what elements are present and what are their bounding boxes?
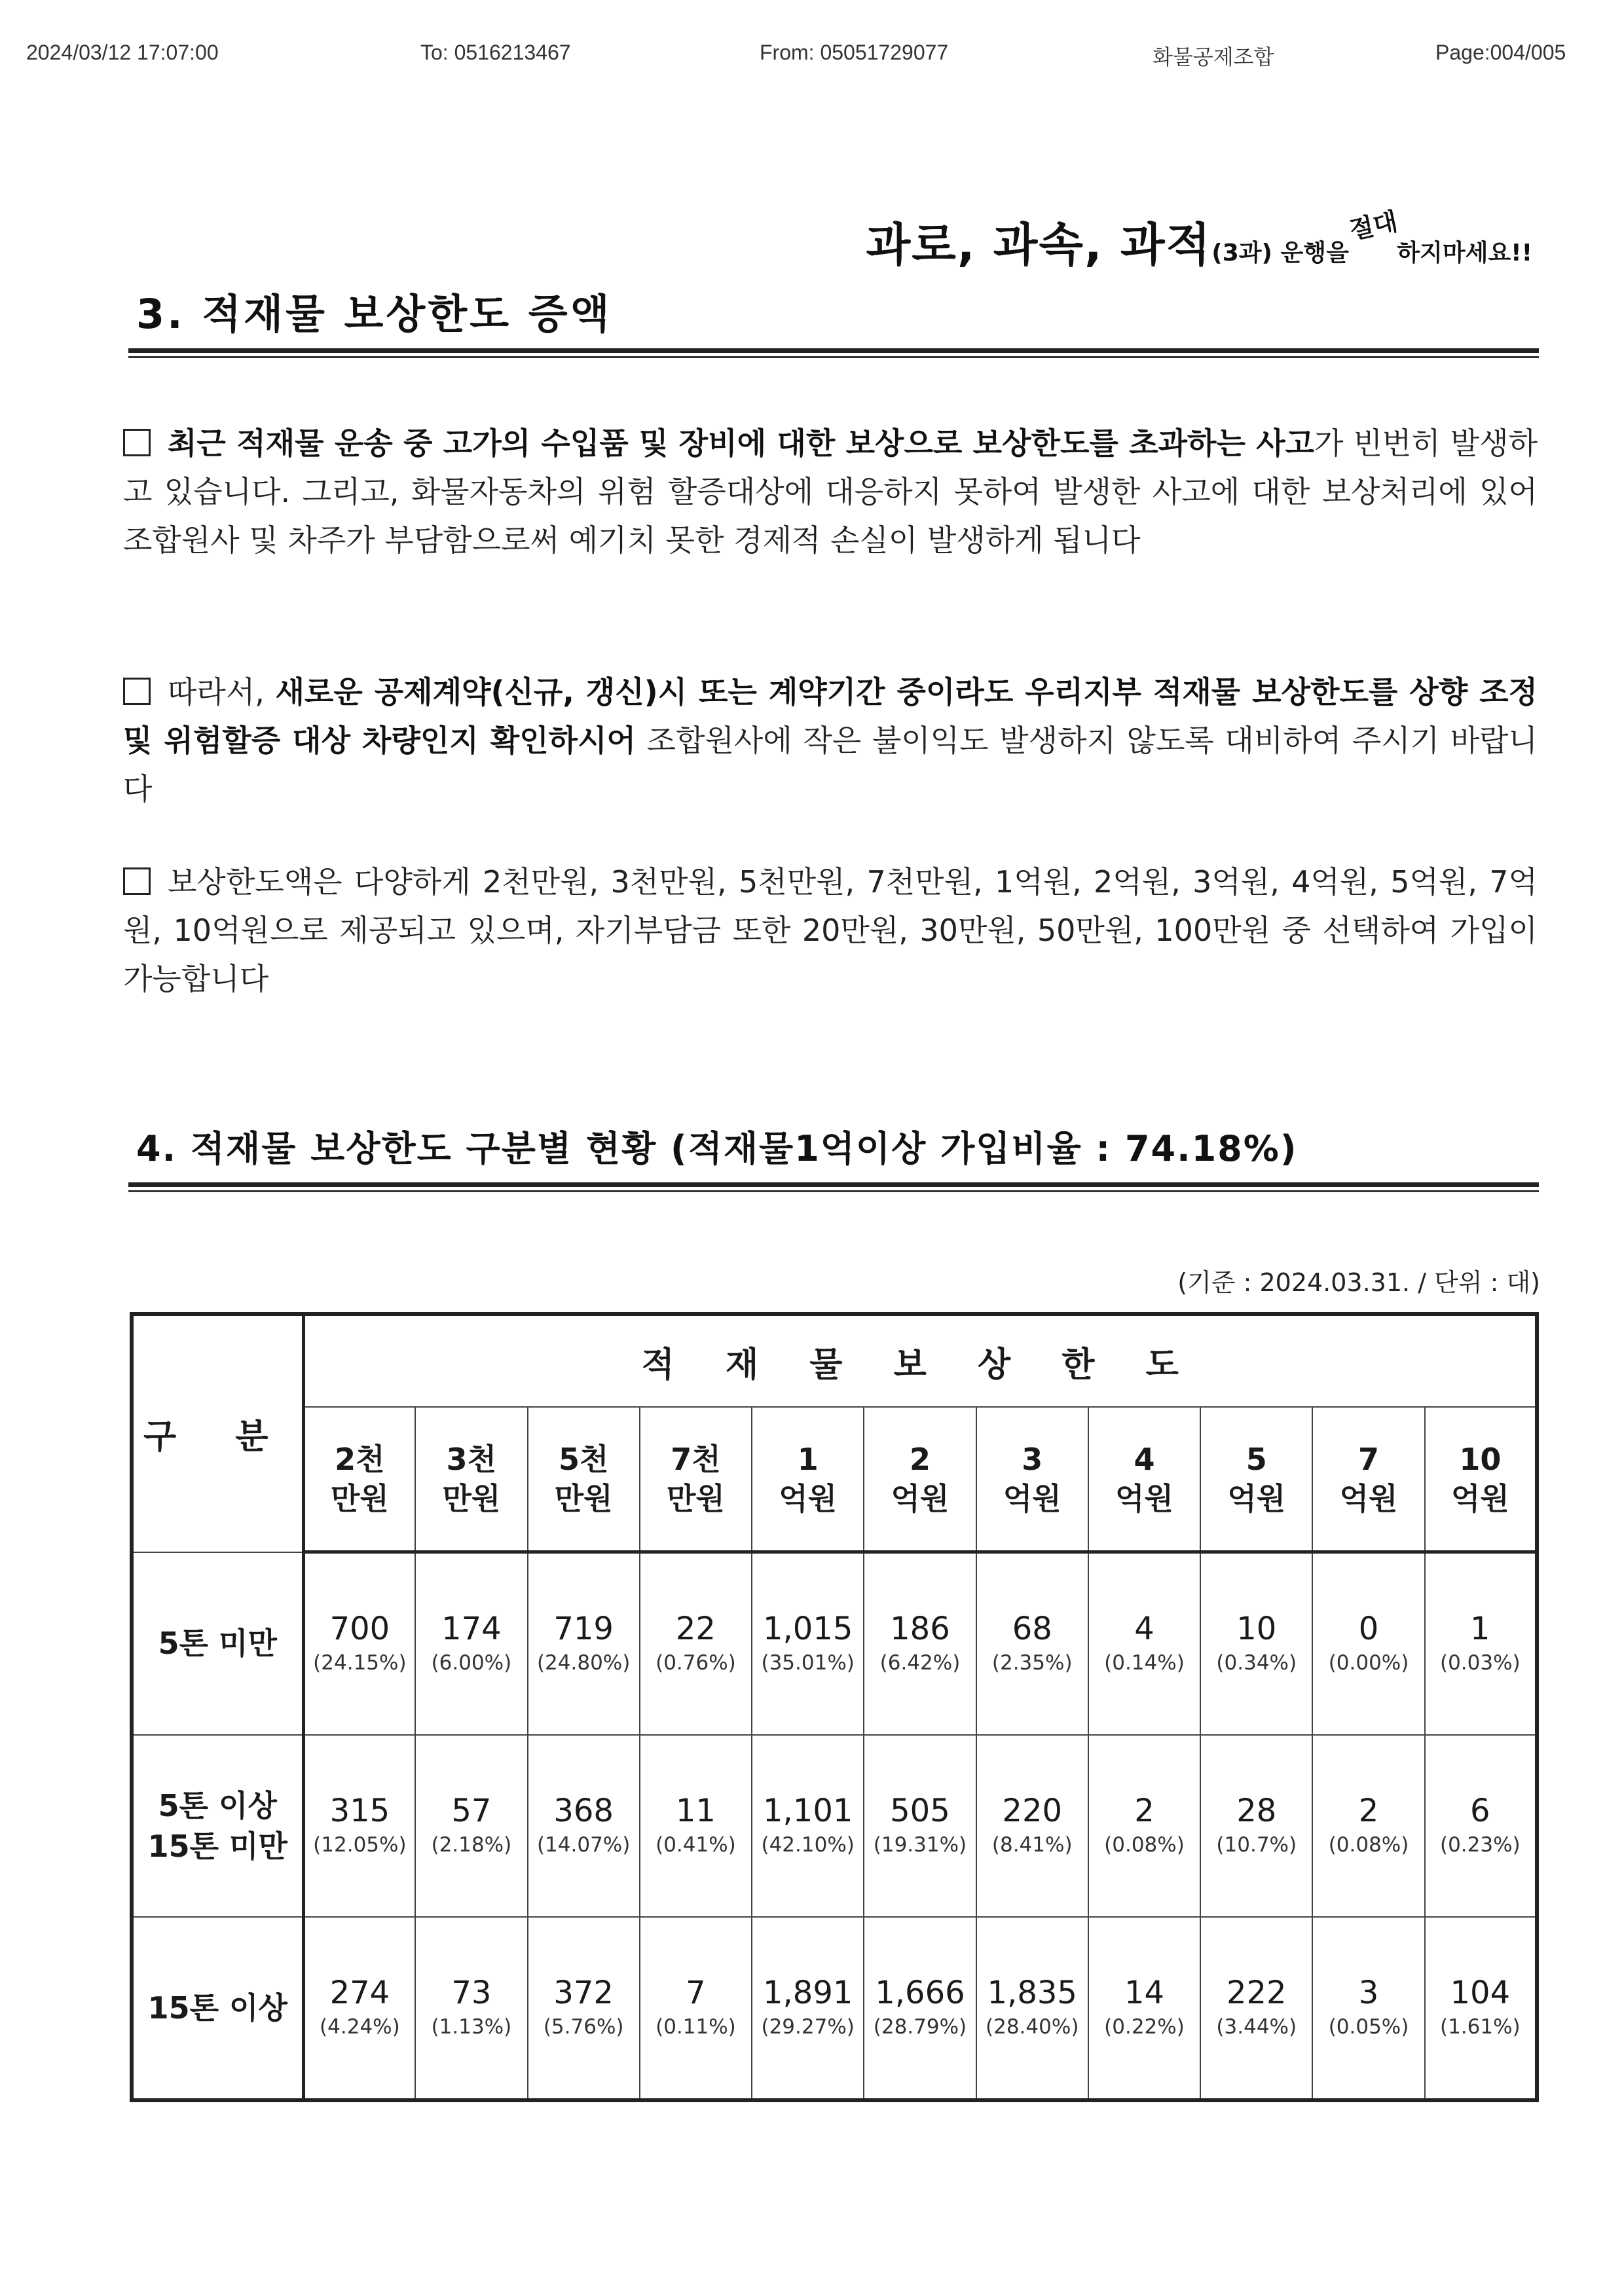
slogan-paren: (3과) [1211,240,1272,266]
cell-percentage: (0.11%) [655,2015,736,2039]
section-3-paragraph-2 [123,668,1538,813]
column-header-unit: 만원 [442,1481,501,1516]
cell-count: 220 [1002,1793,1063,1829]
coverage-limit-column-header [976,1407,1088,1552]
table-cell [752,1735,864,1917]
table-cell [976,1917,1088,2100]
cell-count: 505 [890,1793,950,1829]
cell-count: 3 [1358,1975,1379,2011]
table-cell [528,1552,640,1736]
cell-count: 719 [553,1611,614,1647]
cell-count: 22 [675,1611,716,1647]
cell-percentage: (6.42%) [879,1651,961,1675]
fax-page-number: Page:004/005 [1435,41,1566,64]
cell-count: 700 [329,1611,390,1647]
cell-count: 1,891 [762,1975,853,2011]
slogan-end: 하지마세요!! [1397,240,1532,266]
cell-count: 222 [1226,1975,1287,2011]
column-header-unit: 억원 [1003,1481,1061,1516]
cell-percentage: (24.15%) [313,1651,407,1675]
column-header-amount: 1 [797,1442,819,1477]
table-cell [415,1917,527,2100]
coverage-limit-column-header [415,1407,527,1552]
cell-count: 0 [1358,1611,1379,1647]
cell-count: 1,835 [987,1975,1077,2011]
column-header-amount: 5천 [558,1442,609,1477]
cell-count: 7 [686,1975,706,2011]
cell-percentage: (8.41%) [991,1833,1073,1857]
p2-bold: 새로운 공제계약(신규, 갱신)시 또는 계약기간 중이라도 우리지부 적재물 보상한도를 상향 조정 및 위험할증 대상 차량인지 확인하시어 [123,674,1538,758]
checkbox-square-icon [123,867,151,895]
table-cell [976,1552,1088,1736]
cell-percentage: (2.18%) [431,1833,512,1857]
table-cell [1200,1917,1312,2100]
section-4-divider [128,1182,1539,1192]
fax-sender: From: 05051729077 [760,41,949,64]
cell-count: 14 [1124,1975,1165,2011]
table-cell [752,1917,864,2100]
cell-percentage: (14.07%) [536,1833,631,1857]
row-label-line: 15톤 이상 [147,1990,287,2026]
column-header-amount: 4 [1134,1442,1155,1477]
cell-percentage: (29.27%) [761,2015,855,2039]
column-header-amount: 2천 [335,1442,385,1477]
table-cell [303,1735,415,1917]
row-label [132,1917,303,2100]
table-cell [1088,1735,1200,1917]
cell-percentage: (0.05%) [1328,2015,1409,2039]
cell-count: 1,666 [875,1975,965,2011]
fax-recipient: To: 0516213467 [420,41,571,64]
column-header-unit: 억원 [1450,1481,1509,1516]
cell-count: 68 [1012,1611,1052,1647]
cell-count: 1 [1470,1611,1490,1647]
row-label-line: 5톤 미만 [158,1626,277,1662]
fax-header [0,41,1624,73]
checkbox-square-icon [123,429,151,456]
p2-lead: 따라서, [168,674,276,710]
table-cell [1425,1735,1537,1917]
table-cell [864,1552,976,1736]
column-header-amount: 7 [1358,1442,1380,1477]
row-label-line: 15톤 미만 [147,1829,287,1864]
column-header-unit: 만원 [666,1481,725,1516]
column-header-unit: 만원 [330,1481,389,1516]
cell-percentage: (28.79%) [873,2015,967,2039]
table-cell [1425,1552,1537,1736]
table-cell [303,1917,415,2100]
checkbox-square-icon [123,678,151,705]
table-cell [415,1735,527,1917]
table-cell [1312,1917,1424,2100]
column-header-unit: 억원 [1339,1481,1398,1516]
column-header-amount: 7천 [671,1442,721,1477]
column-header-amount: 10 [1459,1442,1502,1477]
p1-text: 가 빈번히 발생하고 있습니다. 그리고, 화물자동차의 위험 할증대상에 대응하지 못하여 발생한 사고에 대한 보상처리에 있어 조합원사 및 차주가 부담함으로써 예기치 못한 경제적 손실이 발생하게 됩니다 [123,426,1538,558]
category-header: 구 분 [132,1314,303,1552]
cell-count: 186 [890,1611,950,1647]
column-header-unit: 만원 [554,1481,613,1516]
cell-percentage: (28.40%) [986,2015,1079,2039]
cell-percentage: (1.61%) [1439,2015,1521,2039]
coverage-statistics-table [130,1312,1539,2102]
coverage-limit-column-header [752,1407,864,1552]
table-cell [1312,1552,1424,1736]
fax-datetime: 2024/03/12 17:07:00 [26,41,219,64]
cell-percentage: (3.44%) [1216,2015,1297,2039]
table-cell [1088,1552,1200,1736]
section-4-title: 4. 적재물 보상한도 구분별 현황 (적재물1억이상 가입비율 : 74.18%) [136,1128,1298,1169]
row-label-line: 5톤 이상 [158,1788,277,1823]
cell-count: 11 [675,1793,716,1829]
cell-percentage: (0.14%) [1104,1651,1185,1675]
cell-percentage: (19.31%) [873,1833,967,1857]
cell-percentage: (12.05%) [313,1833,407,1857]
table-header-row-2 [132,1407,1537,1552]
coverage-limit-column-header [1425,1407,1537,1552]
column-header-amount: 3 [1022,1442,1043,1477]
cell-count: 372 [553,1975,614,2011]
column-header-unit: 억원 [779,1481,838,1516]
coverage-limit-column-header [528,1407,640,1552]
cell-count: 368 [553,1793,614,1829]
cell-count: 315 [329,1793,390,1829]
coverage-limit-column-header [1088,1407,1200,1552]
slogan-mark: 절대 [1346,206,1400,246]
coverage-limit-column-header [303,1407,415,1552]
cell-count: 274 [329,1975,390,2011]
cell-count: 57 [451,1793,492,1829]
cell-count: 73 [451,1975,492,2011]
cell-percentage: (5.76%) [543,2015,624,2039]
cell-percentage: (0.41%) [655,1833,736,1857]
cell-count: 10 [1236,1611,1277,1647]
cell-count: 2 [1134,1793,1154,1829]
cell-count: 2 [1358,1793,1379,1829]
cell-count: 4 [1134,1611,1154,1647]
cell-percentage: (6.00%) [431,1651,512,1675]
column-header-amount: 5 [1246,1442,1267,1477]
cell-percentage: (2.35%) [991,1651,1073,1675]
column-header-unit: 억원 [891,1481,950,1516]
table-cell [752,1552,864,1736]
p1-bold: 최근 적재물 운송 중 고가의 수입품 및 장비에 대한 보상으로 보상한도를 초과하는 사고 [168,426,1315,461]
slogan-main: 과로, 과속, 과적 [866,218,1212,272]
cell-percentage: (0.23%) [1439,1833,1521,1857]
cell-percentage: (0.08%) [1104,1833,1185,1857]
table-basis-note: (기준 : 2024.03.31. / 단위 : 대) [1177,1268,1540,1297]
fax-sender-name: 화물공제조합 [1153,45,1274,69]
cell-percentage: (0.00%) [1328,1651,1409,1675]
cell-count: 1,101 [762,1793,853,1829]
section-3-title: 3. 적재물 보상한도 증액 [136,290,612,338]
table-cell [415,1552,527,1736]
row-label [132,1552,303,1736]
table-cell [1088,1917,1200,2100]
table-cell [640,1735,752,1917]
table-cell [864,1735,976,1917]
column-header-unit: 억원 [1227,1481,1286,1516]
cell-percentage: (0.76%) [655,1651,736,1675]
table-cell [864,1917,976,2100]
cell-count: 1,015 [762,1611,853,1647]
cell-percentage: (0.22%) [1104,2015,1185,2039]
section-3-divider [128,348,1539,358]
coverage-limit-group-header: 적 재 물 보 상 한 도 [303,1314,1537,1407]
p2-text: 조합원사에 작은 불이익도 발생하지 않도록 대비하여 주시기 바랍니다 [123,723,1538,807]
table-cell [528,1917,640,2100]
cell-count: 28 [1236,1793,1277,1829]
coverage-limit-column-header [864,1407,976,1552]
cell-percentage: (4.24%) [320,2015,400,2039]
column-header-amount: 3천 [446,1442,497,1477]
cell-count: 174 [441,1611,502,1647]
coverage-limit-column-header [1312,1407,1424,1552]
safety-slogan [866,208,1532,274]
table-cell [640,1917,752,2100]
row-label [132,1735,303,1917]
table-cell [1200,1552,1312,1736]
column-header-unit: 억원 [1115,1481,1173,1516]
table-header-row-1 [132,1314,1537,1407]
cell-percentage: (0.34%) [1216,1651,1297,1675]
p3-text: 보상한도액은 다양하게 2천만원, 3천만원, 5천만원, 7천만원, 1억원, 2억원, 3억원, 4억원, 5억원, 7억원, 10억원으로 제공되고 있으며, 자기부담금 또한 20만원, 30만원, 50만원, 100만원 중 선택하여 가입이 가능합니다 [123,864,1538,996]
column-header-amount: 2 [909,1442,931,1477]
cell-percentage: (0.08%) [1328,1833,1409,1857]
table-row [132,1917,1537,2100]
table-cell [528,1735,640,1917]
table-cell [303,1552,415,1736]
section-3-paragraph-3 [123,858,1538,1003]
section-3-paragraph-1 [123,419,1538,564]
table-cell [1312,1735,1424,1917]
table-cell [1200,1735,1312,1917]
table-row [132,1735,1537,1917]
cell-count: 104 [1450,1975,1511,2011]
cell-percentage: (10.7%) [1216,1833,1297,1857]
coverage-limit-column-header [640,1407,752,1552]
cell-percentage: (0.03%) [1439,1651,1521,1675]
cell-percentage: (35.01%) [761,1651,855,1675]
cell-count: 6 [1470,1793,1490,1829]
cell-percentage: (42.10%) [761,1833,855,1857]
table-cell [976,1735,1088,1917]
coverage-limit-column-header [1200,1407,1312,1552]
cell-percentage: (24.80%) [536,1651,631,1675]
table-row [132,1552,1537,1736]
cell-percentage: (1.13%) [431,2015,512,2039]
table-cell [1425,1917,1537,2100]
slogan-middle: 운행을 [1272,240,1349,266]
table-cell [640,1552,752,1736]
